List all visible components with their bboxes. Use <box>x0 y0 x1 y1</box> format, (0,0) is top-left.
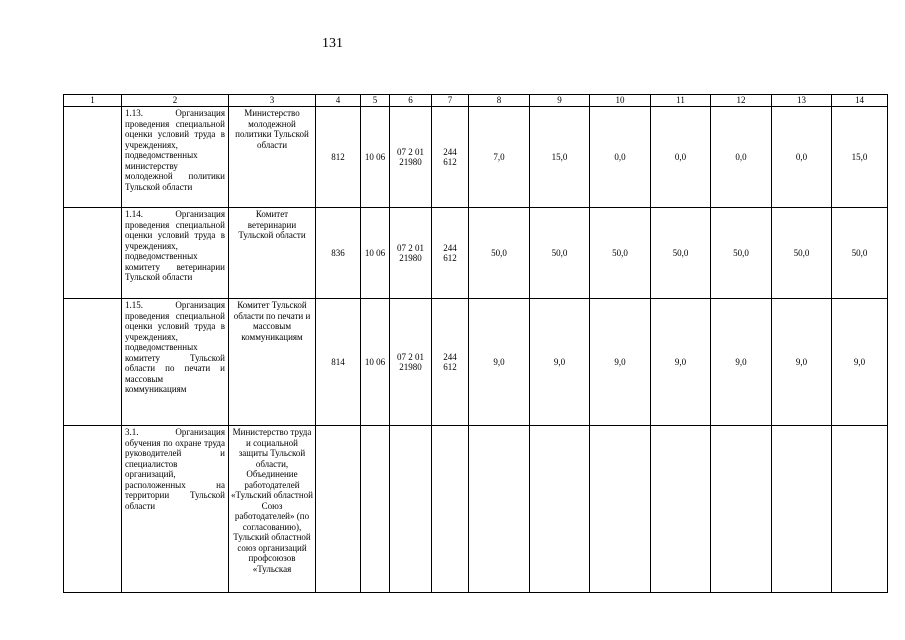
header-cell: 13 <box>772 95 832 107</box>
activity-cell: 1.15. Организация проведения специальной оценки условий труда в учреждениях, подведомственных комитету Тульской области по печати и массовым коммуникациям <box>122 299 229 426</box>
target-item-part: 21980 <box>399 362 422 372</box>
target-item-part: 21980 <box>399 253 422 263</box>
page-number: 131 <box>322 36 343 51</box>
expense-type-cell <box>432 208 469 299</box>
amount-cell: 9,0 <box>469 299 530 426</box>
header-cell: 4 <box>316 95 361 107</box>
header-cell: 14 <box>832 95 888 107</box>
amount-cell: 0,0 <box>772 107 832 208</box>
amount-cell: 50,0 <box>832 208 888 299</box>
section-code-cell: 10 06 <box>361 299 390 426</box>
organization-cell: Министерство молодежной политики Тульской области <box>229 107 316 208</box>
amount-cell <box>832 426 888 593</box>
row-number-cell <box>64 426 122 593</box>
amount-cell: 50,0 <box>530 208 590 299</box>
amount-cell: 9,0 <box>651 299 711 426</box>
target-item-part: 21980 <box>399 157 422 167</box>
organization-cell: Министерство труда и социальной защиты Тульской области, Объединение работодателей «Тульский областной Союз работодателей» (по согласованию), Тульский областной союз организаций профсоюзов «Тульская <box>229 426 316 593</box>
header-cell: 11 <box>651 95 711 107</box>
header-cell: 7 <box>432 95 469 107</box>
table-row <box>64 107 888 208</box>
header-cell: 9 <box>530 95 590 107</box>
amount-cell: 9,0 <box>772 299 832 426</box>
expense-type-part: 244 <box>443 351 457 362</box>
table-row <box>64 208 888 299</box>
amount-cell: 0,0 <box>590 107 651 208</box>
target-item-part: 07 2 01 <box>397 351 424 362</box>
header-cell: 3 <box>229 95 316 107</box>
amount-cell: 50,0 <box>469 208 530 299</box>
section-code-cell: 10 06 <box>361 107 390 208</box>
row-number-cell <box>64 107 122 208</box>
header-cell: 6 <box>390 95 432 107</box>
target-item-cell <box>390 208 432 299</box>
amount-cell <box>651 426 711 593</box>
amount-cell: 15,0 <box>832 107 888 208</box>
amount-cell: 50,0 <box>651 208 711 299</box>
expense-type-cell <box>432 107 469 208</box>
amount-cell: 50,0 <box>711 208 772 299</box>
header-cell: 10 <box>590 95 651 107</box>
target-item-part: 07 2 01 <box>397 242 424 253</box>
amount-cell: 50,0 <box>590 208 651 299</box>
header-cell: 2 <box>122 95 229 107</box>
row-number-cell <box>64 299 122 426</box>
amount-cell: 0,0 <box>711 107 772 208</box>
organization-cell: Комитет ветеринарии Тульской области <box>229 208 316 299</box>
expense-type-part: 612 <box>443 362 457 372</box>
expense-type-part: 244 <box>443 146 457 157</box>
amount-cell: 9,0 <box>832 299 888 426</box>
amount-cell: 7,0 <box>469 107 530 208</box>
ministry-code-cell: 836 <box>316 208 361 299</box>
section-code-cell <box>361 426 390 593</box>
expense-type-part: 244 <box>443 242 457 253</box>
section-code-cell: 10 06 <box>361 208 390 299</box>
amount-cell <box>711 426 772 593</box>
amount-cell: 15,0 <box>530 107 590 208</box>
amount-cell: 50,0 <box>772 208 832 299</box>
header-cell: 5 <box>361 95 390 107</box>
target-item-part: 07 2 01 <box>397 146 424 157</box>
expense-type-cell <box>432 299 469 426</box>
table-header-row <box>64 95 888 107</box>
amount-cell <box>469 426 530 593</box>
ministry-code-cell <box>316 426 361 593</box>
organization-cell: Комитет Тульской области по печати и массовым коммуникациям <box>229 299 316 426</box>
header-cell: 12 <box>711 95 772 107</box>
amount-cell: 9,0 <box>590 299 651 426</box>
activity-cell: 1.14. Организация проведения специальной оценки условий труда в учреждениях, подведомственных комитету ветеринарии Тульской области <box>122 208 229 299</box>
ministry-code-cell: 814 <box>316 299 361 426</box>
amount-cell <box>590 426 651 593</box>
ministry-code-cell: 812 <box>316 107 361 208</box>
target-item-cell <box>390 426 432 593</box>
budget-table <box>63 94 888 593</box>
table-row <box>64 299 888 426</box>
table-row <box>64 426 888 593</box>
expense-type-part: 612 <box>443 253 457 263</box>
row-number-cell <box>64 208 122 299</box>
target-item-cell <box>390 107 432 208</box>
header-cell: 8 <box>469 95 530 107</box>
activity-cell: 3.1. Организация обучения по охране труда руководителей и специалистов организаций, расположенных на территории Тульской области <box>122 426 229 593</box>
amount-cell: 9,0 <box>530 299 590 426</box>
amount-cell <box>772 426 832 593</box>
expense-type-part: 612 <box>443 157 457 167</box>
amount-cell: 0,0 <box>651 107 711 208</box>
expense-type-cell <box>432 426 469 593</box>
header-cell: 1 <box>64 95 122 107</box>
amount-cell <box>530 426 590 593</box>
target-item-cell <box>390 299 432 426</box>
activity-cell: 1.13. Организация проведения специальной оценки условий труда в учреждениях, подведомственных министерству молодежной политики Тульской области <box>122 107 229 208</box>
amount-cell: 9,0 <box>711 299 772 426</box>
